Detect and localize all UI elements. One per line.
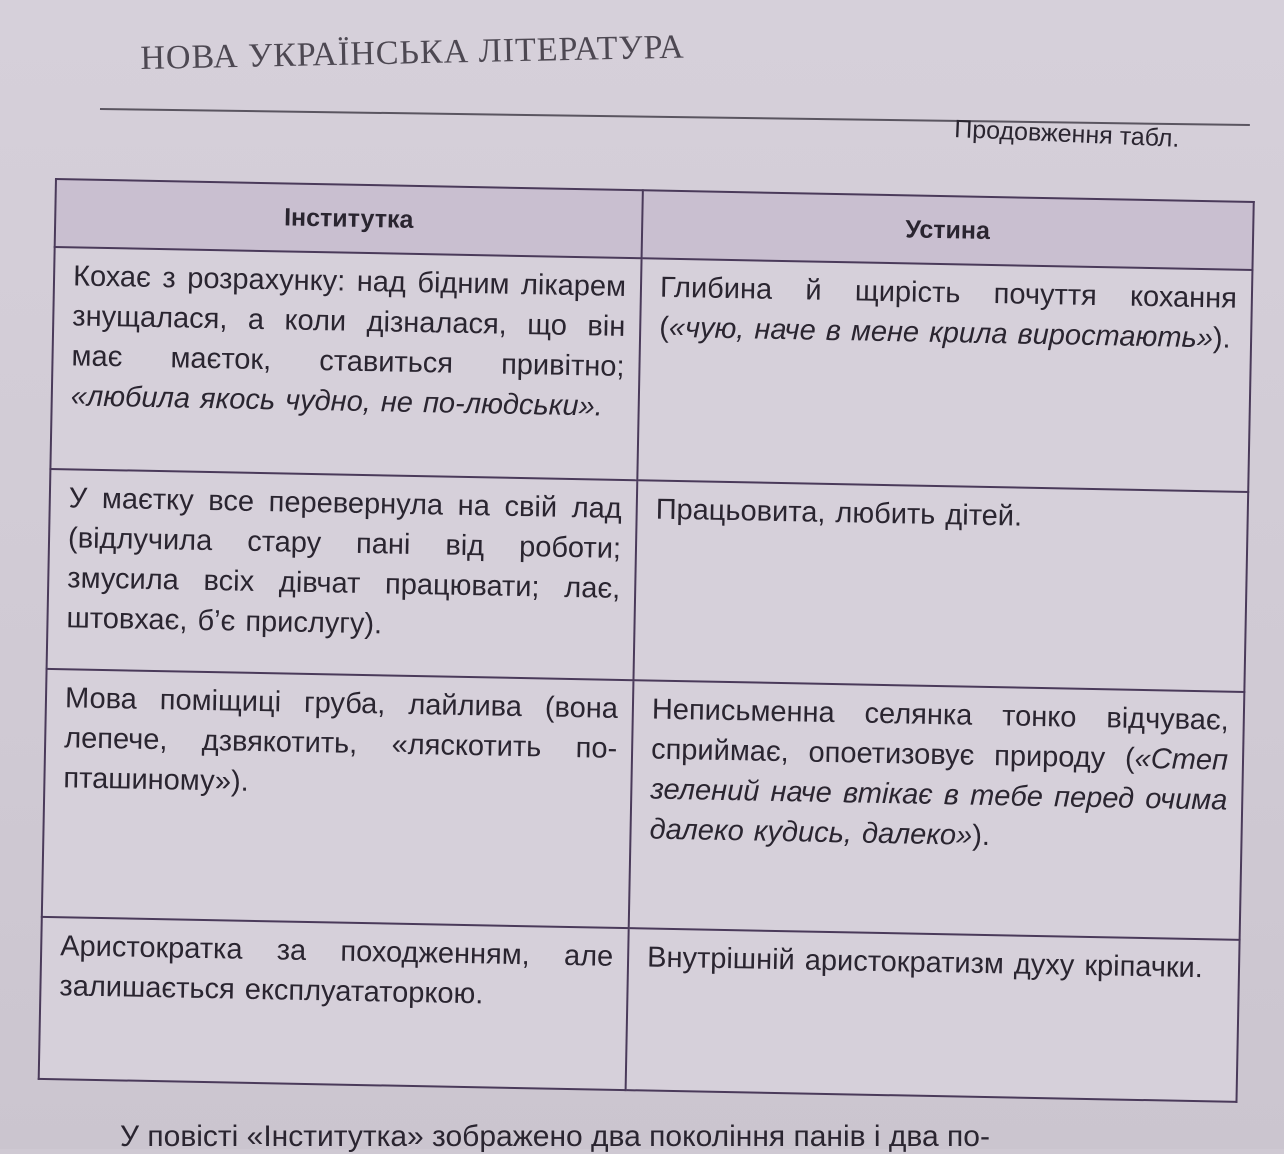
cell-text: У маєтку все перевернула на свій лад (відлучила стару пані від роботи; змусила всіх дівчат працювати; лає, штовхає, б’є прислугу). bbox=[66, 482, 623, 641]
cell-text-tail: ). bbox=[971, 819, 991, 853]
column-header-instytutka: Інститутка bbox=[55, 179, 643, 258]
cell-text: Мова поміщиці груба, лайлива (вона лепече, дзвякотить, «ляскотить по-пташиному»). bbox=[63, 682, 619, 798]
table-cell bbox=[633, 480, 1248, 692]
table-cell bbox=[629, 680, 1245, 940]
cell-quote: «Степ зелений наче втікає в тебе перед очима далеко кудись, далеко» bbox=[649, 742, 1229, 852]
table-cell bbox=[42, 669, 634, 928]
table-cell bbox=[637, 258, 1252, 492]
comparison-table bbox=[38, 178, 1255, 1103]
cell-text: Неписьменна селянка тонко відчуває, сприймає, опоетизовує природу ( bbox=[650, 693, 1230, 775]
column-header-ustyna: Устина bbox=[642, 190, 1254, 270]
cell-text: Глибина й щирість почуття кохання ( bbox=[658, 271, 1238, 344]
cell-quote: «любила якось чудно, не по-людськи». bbox=[70, 380, 603, 423]
table-row bbox=[39, 917, 1240, 1102]
running-title: НОВА УКРАЇНСЬКА ЛІТЕРАТУРА bbox=[140, 28, 686, 77]
body-text-partial-line: У повісті «Інститутка» зображено два покоління панів і два по- bbox=[120, 1120, 990, 1153]
table-row bbox=[42, 669, 1245, 940]
table-cell bbox=[50, 247, 641, 480]
table-cell bbox=[626, 928, 1240, 1102]
cell-text: Кохає з розрахунку: над бідним лікарем знущалася, а коли дізналася, що він має маєток, ставиться привітно; bbox=[71, 260, 627, 383]
table-cell bbox=[47, 469, 638, 680]
table-row bbox=[47, 469, 1249, 692]
cell-quote: «чую, наче в мене крила виростають» bbox=[668, 311, 1214, 355]
cell-text-tail: ). bbox=[1212, 322, 1231, 355]
cell-text: Внутрішній аристократизм духу кріпачки. bbox=[646, 941, 1204, 985]
table-row bbox=[50, 247, 1252, 492]
table-cell bbox=[39, 917, 629, 1090]
cell-text: Працьовита, любить дітей. bbox=[655, 493, 1023, 533]
cell-text: Аристократка за походженням, але залишається експлуататоркою. bbox=[59, 930, 614, 1011]
table-continuation-note: Продовження табл. bbox=[953, 115, 1181, 153]
